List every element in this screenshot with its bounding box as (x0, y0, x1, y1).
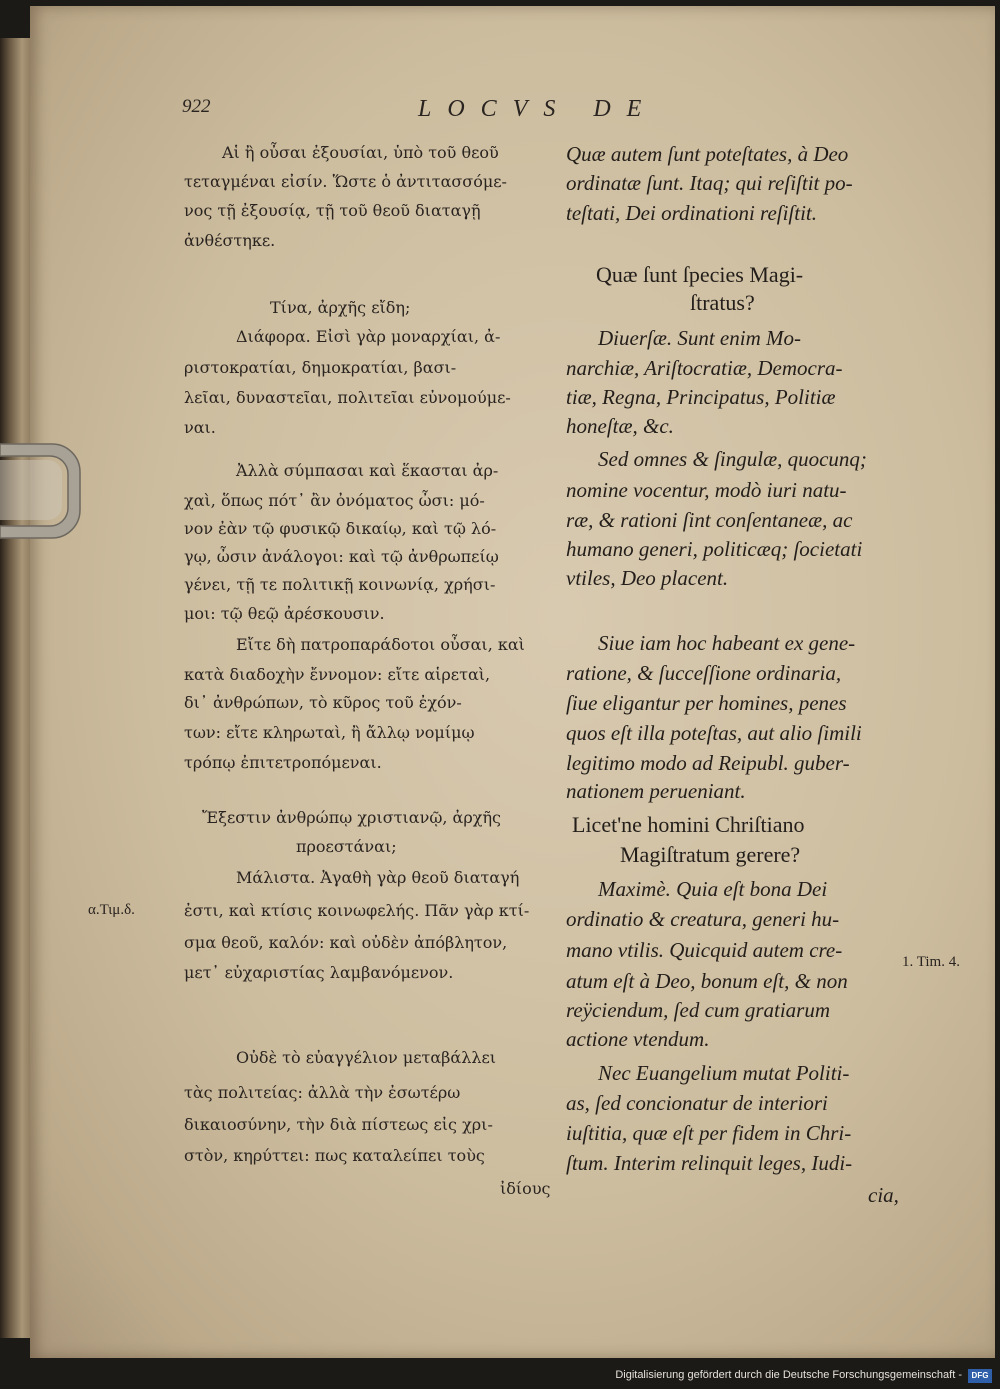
greek-line: Ἀλλὰ σύμπασαι καὶ ἕκασται ἀρ- (236, 461, 499, 480)
latin-line: Maximè. Quia eſt bona Dei (598, 877, 828, 901)
latin-line: iuſtitia, quæ eſt per fidem in Chri- (566, 1121, 852, 1145)
greek-line: νος τῇ ἐξουσίᾳ, τῇ τοῦ θεοῦ διαταγῇ (184, 201, 481, 220)
latin-line: vtiles, Deo placent. (566, 566, 729, 590)
latin-line: atum eſt à Deo, bonum eſt, & non (566, 969, 848, 993)
greek-question: Ἔξεστιν ἀνθρώπῳ χριστιανῷ, ἀρχῆς (202, 808, 501, 827)
greek-line: Εἴτε δὴ πατροπαράδοτοι οὖσαι, καὶ (236, 635, 525, 654)
section-question: Quæ ſunt ſpecies Magi- (596, 262, 804, 287)
latin-line: Nec Euangelium mutat Politi- (598, 1061, 850, 1085)
greek-line: δικαιοσύνην, τὴν διὰ πίστεως εἰς χρι- (184, 1115, 493, 1134)
latin-line: ratione, & ſucceſſione ordinaria, (566, 661, 842, 685)
greek-line: λεῖαι, δυναστεῖαι, πολιτεῖαι εὐνομούμε- (184, 388, 511, 407)
catchword: ἰδίους (500, 1179, 551, 1198)
margin-reference-right: 1. Tim. 4. (902, 954, 960, 970)
footer-credit: Digitalisierung gefördert durch die Deutsche Forschungsgemeinschaft - (615, 1369, 962, 1381)
latin-line: Siue iam hoc habeant ex gene- (598, 631, 856, 655)
greek-line: κατὰ διαδοχὴν ἔννομον: εἴτε αἱρεταὶ, (184, 665, 491, 684)
greek-line: γῳ, ὦσιν ἀνάλογοι: καὶ τῷ ἀνθρωπείῳ (184, 547, 499, 566)
latin-line: Diuerſæ. Sunt enim Mo- (598, 326, 801, 350)
latin-line: honeſtæ, &c. (566, 414, 674, 438)
greek-line: τεταγμέναι εἰσίν. Ὥστε ὁ ἀντιτασσόμε- (184, 172, 507, 191)
bookmark-clip (0, 430, 82, 550)
latin-line: ordinatio & creatura, generi hu- (566, 907, 840, 931)
latin-line: narchiæ, Ariſtocratiæ, Democra- (566, 356, 843, 380)
latin-line: Sed omnes & ſingulæ, quocunq; (598, 447, 867, 471)
greek-line: ναι. (184, 418, 216, 437)
latin-line: Quæ autem ſunt poteſtates, à Deo (566, 142, 849, 166)
greek-line: χαὶ, ὅπως πότ᾽ ἂν ὀνόματος ὦσι: μό- (184, 491, 485, 510)
latin-line: ſtum. Interim relinquit leges, Iudi- (566, 1151, 853, 1175)
greek-line: των: εἴτε κληρωταὶ, ἢ ἄλλῳ νομίμῳ (184, 723, 475, 742)
greek-line: τὰς πολιτείας: ἀλλὰ τὴν ἐσωτέρω (184, 1083, 461, 1102)
latin-line: ræ, & rationi ſint conſentaneæ, ac (566, 508, 853, 532)
greek-line: σμα θεοῦ, καλόν: καὶ οὐδὲν ἀπόβλητον, (184, 933, 508, 952)
greek-line: Οὐδὲ τὸ εὐαγγέλιον μεταβάλλει (236, 1048, 497, 1067)
section-question: ſtratus? (690, 290, 755, 315)
greek-line: Μάλιστα. Ἀγαθὴ γὰρ θεοῦ διαταγή (236, 868, 520, 887)
latin-line: nomine vocentur, modò iuri natu- (566, 478, 847, 502)
greek-line: Αἱ ἢ οὖσαι ἐξουσίαι, ὑπὸ τοῦ θεοῦ (222, 143, 499, 162)
latin-line: as, ſed concionatur de interiori (566, 1091, 828, 1115)
dfg-logo: DFG (968, 1369, 992, 1383)
greek-line: ἀνθέστηκε. (184, 231, 276, 250)
latin-line: reÿciendum, ſed cum gratiarum (566, 998, 830, 1022)
greek-question: προεστάναι; (296, 837, 397, 856)
latin-line: nationem perueniant. (566, 779, 746, 803)
greek-line: νον ἐὰν τῷ φυσικῷ δικαίῳ, καὶ τῷ λό- (184, 519, 497, 538)
latin-line: tiæ, Regna, Principatus, Politiæ (566, 385, 836, 409)
running-title: LOCVS DE (418, 96, 658, 122)
latin-line: ordinatæ ſunt. Itaq; qui reſiſtit po- (566, 171, 853, 195)
section-question: Licet'ne homini Chriſtiano (572, 812, 805, 837)
page-number: 922 (182, 96, 211, 117)
latin-line: mano vtilis. Quicquid autem cre- (566, 938, 843, 962)
greek-line: μετ᾽ εὐχαριστίας λαμβανόμενον. (184, 963, 454, 982)
greek-line: τρόπῳ ἐπιτετροπόμεναι. (184, 753, 382, 772)
catchword: cia, (868, 1183, 899, 1207)
greek-line: γένει, τῇ τε πολιτικῇ κοινωνίᾳ, χρήσι- (184, 575, 496, 594)
latin-line: quos eſt illa poteſtas, aut alio ſimili (566, 721, 862, 745)
greek-line: μοι: τῷ θεῷ ἀρέσκουσιν. (184, 604, 385, 623)
latin-line: legitimo modo ad Reipubl. guber- (566, 751, 850, 775)
latin-line: ſiue eligantur per homines, penes (566, 691, 847, 715)
greek-line: ἐστι, καὶ κτίσις κοινωφελής. Πᾶν γὰρ κτί- (184, 901, 530, 920)
section-question: Magiſtratum gerere? (620, 842, 801, 867)
greek-question: Τίνα, ἀρχῆς εἴδη; (270, 298, 411, 317)
greek-line: ριστοκρατίαι, δημοκρατίαι, βασι- (184, 358, 457, 377)
greek-line: δι᾽ ἀνθρώπων, τὸ κῦρος τοῦ ἐχόν- (184, 693, 462, 712)
margin-reference-left: α.Τιμ.δ. (88, 902, 135, 918)
latin-line: humano generi, politicæq; ſocietati (566, 537, 863, 561)
latin-line: teſtati, Dei ordinationi reſiſtit. (566, 201, 818, 225)
latin-line: actione vtendum. (566, 1027, 710, 1051)
greek-line: Διάφορα. Εἰσὶ γὰρ μοναρχίαι, ἀ- (236, 327, 501, 346)
greek-line: στὸν, κηρύττει: πως καταλείπει τοὺς (184, 1146, 485, 1165)
